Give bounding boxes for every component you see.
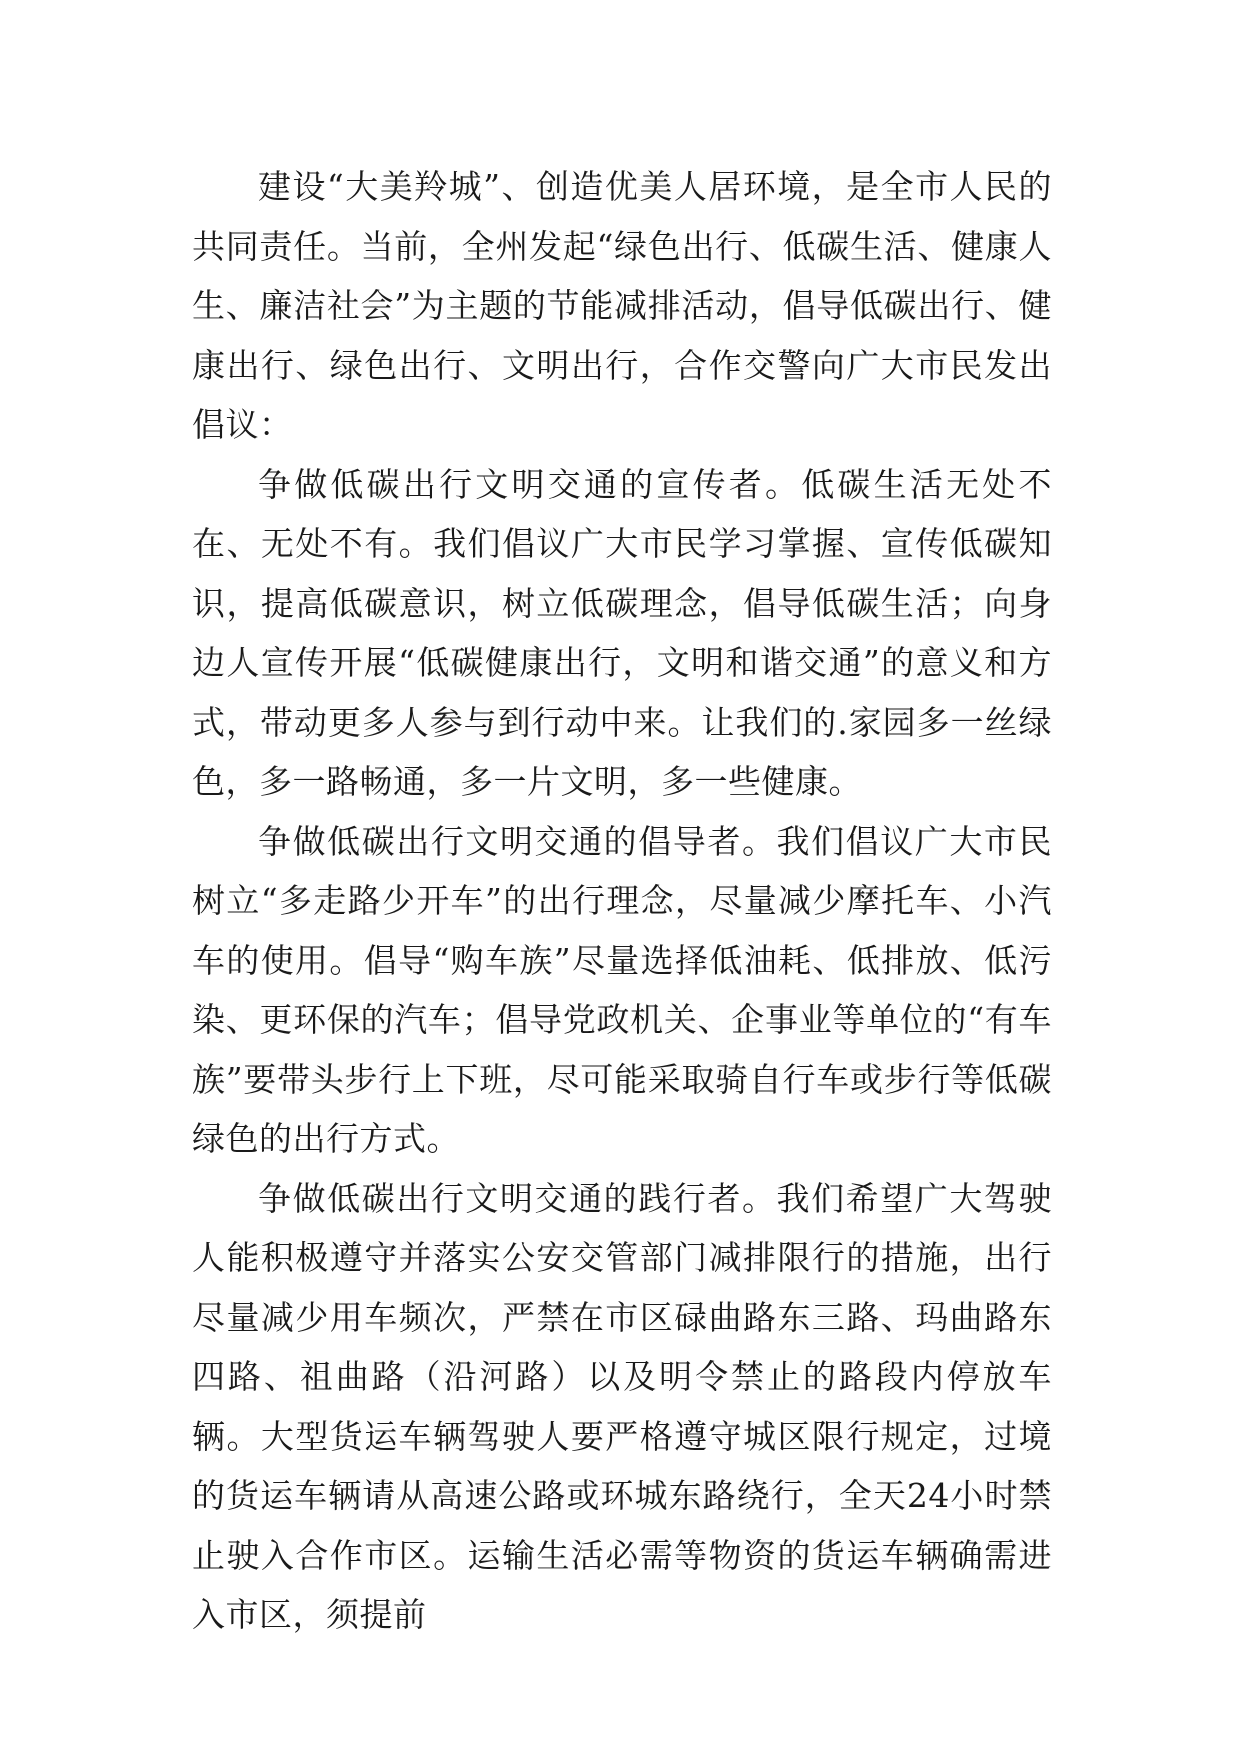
paragraph-promoter: 争做低碳出行文明交通的宣传者。低碳生活无处不在、无处不有。我们倡议广大市民学习掌握、宣传低碳知识，提高低碳意识，树立低碳理念，倡导低碳生活；向身边人宣传开展“低碳健康出行，文明和谐交通”的意义和方式，带动更多人参与到行动中来。让我们的.家园多一丝绿色，多一路畅通，多一片文明，多一些健康。 <box>192 464 1052 801</box>
paragraph-advocate: 争做低碳出行文明交通的倡导者。我们倡议广大市民树立“多走路少开车”的出行理念，尽量减少摩托车、小汽车的使用。倡导“购车族”尽量选择低油耗、低排放、低污染、更环保的汽车；倡导党政机关、企事业等单位的“有车族”要带头步行上下班，尽可能采取骑自行车或步行等低碳绿色的出行方式。 <box>192 821 1052 1158</box>
paragraph-intro: 建设“大美羚城”、创造优美人居环境，是全市人民的共同责任。当前，全州发起“绿色出行、低碳生活、健康人生、廉洁社会”为主题的节能减排活动，倡导低碳出行、健康出行、绿色出行、文明出行，合作交警向广大市民发出倡议： <box>192 167 1052 444</box>
paragraph-practitioner: 争做低碳出行文明交通的践行者。我们希望广大驾驶人能积极遵守并落实公安交管部门减排限行的措施，出行尽量减少用车频次，严禁在市区碌曲路东三路、玛曲路东四路、祖曲路（沿河路）以及明令禁止的路段内停放车辆。大型货运车辆驾驶人要严格遵守城区限行规定，过境的货运车辆请从高速公路或环城东路绕行，全天24小时禁止驶入合作市区。运输生活必需等物资的货运车辆确需进入市区，须提前 <box>192 1178 1052 1634</box>
document-body <box>192 157 1052 1645</box>
